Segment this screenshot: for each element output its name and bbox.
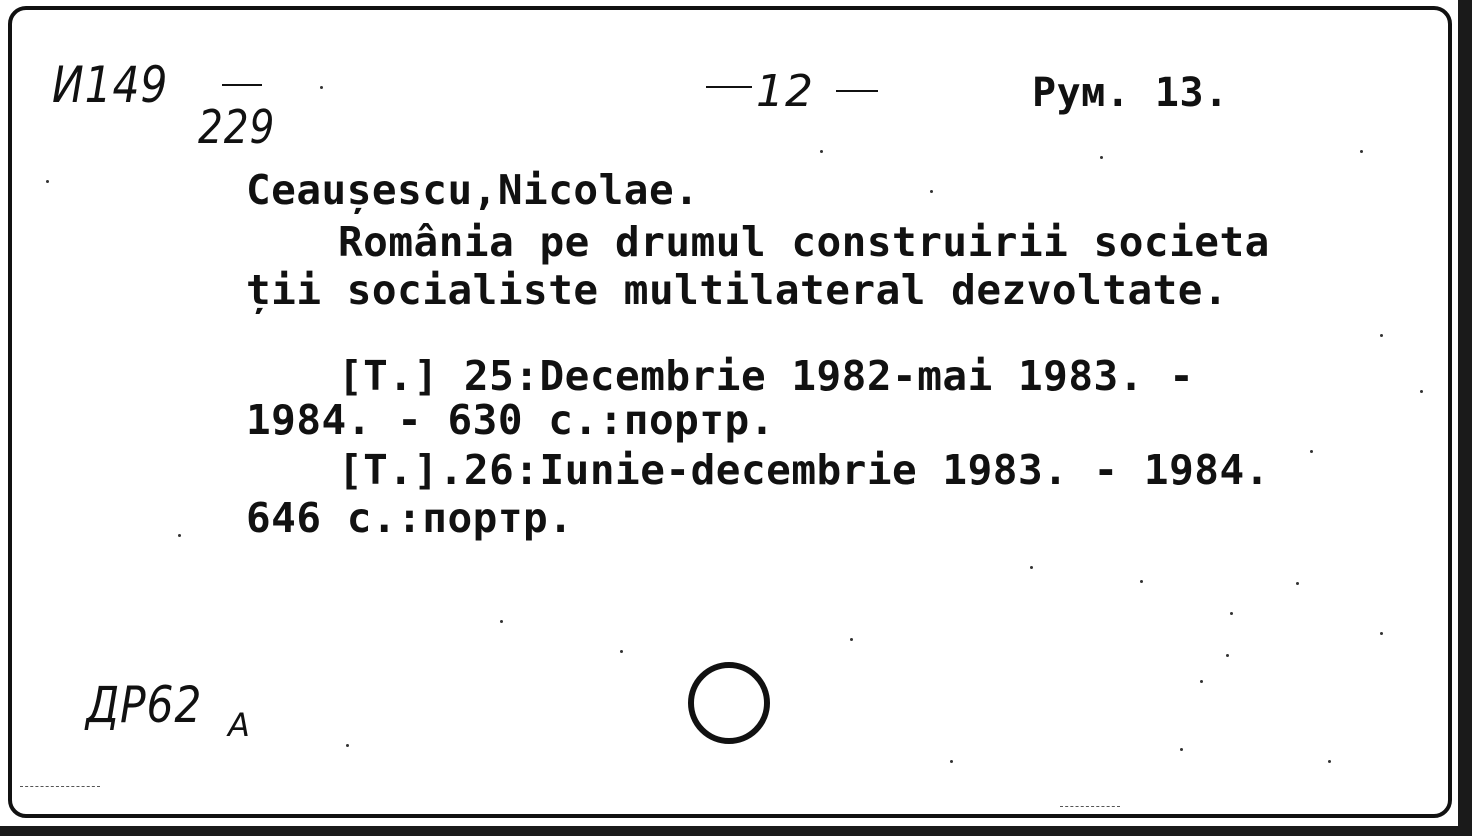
speck (1310, 450, 1313, 453)
speck (1140, 580, 1143, 583)
call-number-sub: 229 (198, 100, 276, 154)
shelf-mark: ДР62 (86, 676, 203, 734)
speck (620, 650, 623, 653)
speck (1380, 632, 1383, 635)
card-edge-right (1458, 0, 1472, 836)
call-number-fraction-line (222, 84, 262, 86)
title-line-2: ții socialiste multilateral dezvoltate. (246, 266, 1229, 314)
speck (950, 760, 953, 763)
speck (1230, 612, 1233, 615)
volume-26-line-1: [T.].26:Iunie-decembrie 1983. - 1984. (338, 446, 1270, 494)
speck (1360, 150, 1363, 153)
speck (930, 190, 933, 193)
volume-26-line-2: 646 c.:портр. (246, 494, 574, 542)
speck (1420, 390, 1423, 393)
page-marker-dash-left (706, 86, 752, 88)
title-line-1: România pe drumul construirii societa (338, 218, 1270, 266)
speck (820, 150, 823, 153)
speck (320, 86, 323, 89)
volume-25-line-1: [T.] 25:Decembrie 1982-mai 1983. - (338, 352, 1195, 400)
page-marker-dash-right (836, 90, 878, 92)
speck (1100, 156, 1103, 159)
speck (1200, 680, 1203, 683)
punch-hole (688, 662, 770, 744)
speck (46, 180, 49, 183)
scan-artifact-line (20, 786, 100, 787)
author-line: Ceaușescu,Nicolae. (246, 166, 700, 214)
scan-artifact-line (1060, 806, 1120, 807)
speck (1328, 760, 1331, 763)
speck (850, 638, 853, 641)
language-tag: Рум. 13. (1032, 70, 1229, 116)
speck (1180, 748, 1183, 751)
call-number: И149 (52, 56, 169, 114)
volume-25-line-2: 1984. - 630 c.:портр. (246, 396, 775, 444)
page-marker: 12 (756, 66, 814, 117)
speck (1030, 566, 1033, 569)
speck (178, 534, 181, 537)
card-edge-bottom (0, 826, 1472, 836)
shelf-mark-sub: А (228, 706, 251, 744)
speck (346, 744, 349, 747)
speck (1296, 582, 1299, 585)
speck (1380, 334, 1383, 337)
speck (500, 620, 503, 623)
speck (1226, 654, 1229, 657)
